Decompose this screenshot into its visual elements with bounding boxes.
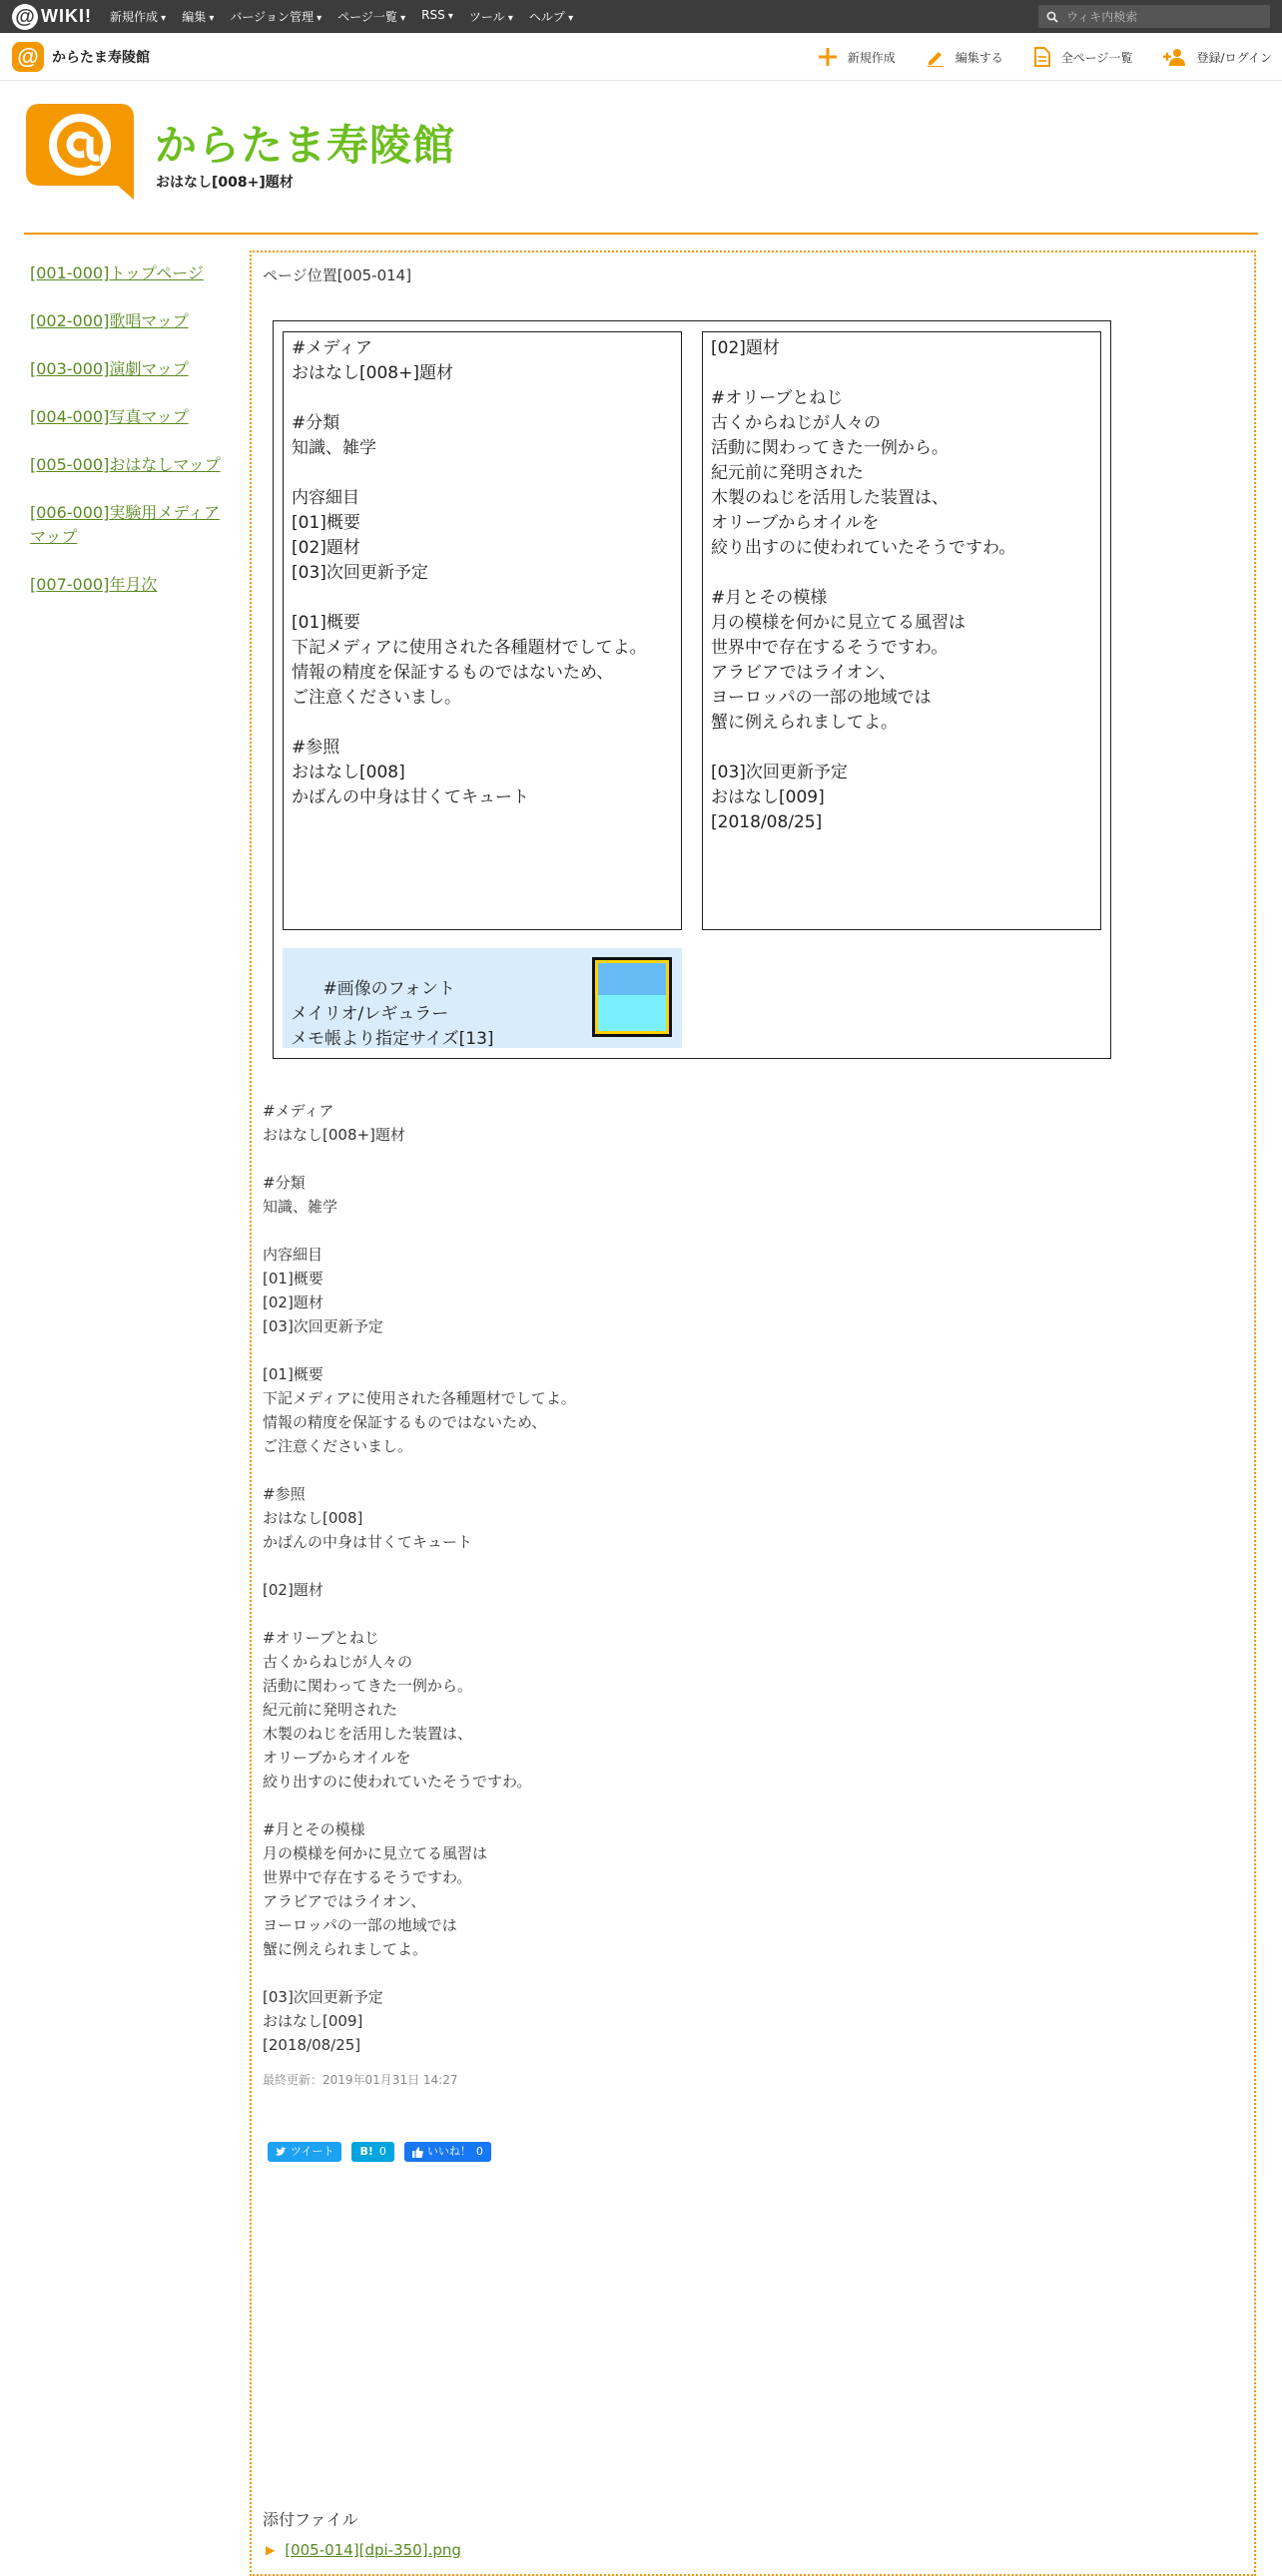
site-icon[interactable]: @	[12, 42, 44, 72]
new-page-button[interactable]	[818, 47, 896, 67]
atwiki-logo[interactable]	[12, 4, 92, 30]
triangle-right-icon: ▶	[266, 2543, 276, 2557]
search-input[interactable]	[1064, 9, 1254, 25]
document-icon	[1033, 47, 1051, 67]
top-menu	[110, 8, 589, 25]
sidebar-item-yearmonth[interactable]: [007-000]年月次	[30, 575, 158, 594]
logo-text: WIKI!	[41, 6, 92, 26]
menu-help[interactable]: ヘルプ ▾	[529, 8, 573, 25]
page-subtitle: おはなし[008+]題材	[156, 175, 294, 191]
hatena-count: 0	[378, 2145, 386, 2158]
menu-new[interactable]: 新規作成 ▾	[110, 8, 166, 25]
sidebar	[30, 261, 230, 621]
sidebar-item-story-map[interactable]: [005-000]おはなしマップ	[30, 455, 221, 474]
body-text: #メディア おはなし[008+]題材 #分類 知識、雑学 内容細目 [01]概要 [02]題材 [03]次回更新予定 [01]概要 下記メディアに使用された各種題材でしてよ。 情報の精度を保証するものではないため、 ご注意くださいまし。 #参照 おはなし[008] かばんの中身は甘くてキュート [02]題材 #オリーブとねじ 古くからねじが人々の 活動に関わってきた一例から。 紀元前に発明された 木製のねじを活用した装置は、 オリーブからオイルを 絞り出すのに使われていたそうですわ。 #月とその模様 月の模様を何かに見立てる風習は 世界中で存在するそうですわ。 アラビアではライオン、 ヨーロッパの一部の地域では 蟹に例えられましてよ。 [03]次回更新予定 おはなし[009] [2018/08/25]	[263, 1102, 576, 2054]
like-count: 0	[475, 2145, 483, 2158]
edit-button[interactable]	[926, 47, 1003, 67]
page-title[interactable]: からたま寿陵館	[155, 121, 456, 170]
sidebar-item-media-map[interactable]: [006-000]実験用メディアマップ	[30, 503, 221, 546]
site-bar	[0, 33, 1282, 81]
menu-pages[interactable]: ページ一覧 ▾	[337, 8, 405, 25]
panel-topics: [02]題材 #オリーブとねじ 古くからねじが人々の 活動に関わってきた一例から。 紀元前に発明された 木製のねじを活用した装置は、 オリーブからオイルを 絞り出すのに使われていたそうですわ。 #月とその模様 月の模様を何かに見立てる風習は 世界中で存在するそうですわ。 アラビアではライオン、 ヨーロッパの一部の地域では 蟹に例えられましてよ。 [03]次回更新予定 おはなし[009] [2018/08/25]	[702, 331, 1101, 930]
site-actions	[788, 33, 1272, 81]
attachment-link[interactable]: [005-014][dpi-350].png	[285, 2541, 461, 2559]
menu-edit[interactable]: 編集 ▾	[182, 8, 214, 25]
tweet-label: ツイート	[291, 2145, 334, 2158]
at-icon: @	[12, 4, 38, 30]
menu-version[interactable]: バージョン管理 ▾	[230, 8, 321, 25]
share-buttons	[268, 2142, 501, 2162]
hatena-icon: B!	[359, 2145, 373, 2158]
plus-icon	[818, 47, 838, 67]
twitter-icon	[276, 2147, 287, 2157]
attachments-title: 添付ファイル	[263, 2510, 358, 2529]
sidebar-item-top[interactable]: [001-000]トップページ	[30, 263, 204, 282]
panel-overview: #メディア おはなし[008+]題材 #分類 知識、雑学 内容細目 [01]概要 [02]題材 [03]次回更新予定 [01]概要 下記メディアに使用された各種題材でしてよ。 情報の精度を保証するものではないため、 ご注意くださいまし。 #参照 おはなし[008] かばんの中身は甘くてキュート	[283, 331, 682, 930]
menu-rss[interactable]: RSS ▾	[421, 8, 453, 25]
tweet-button[interactable]	[268, 2142, 341, 2162]
add-user-icon	[1163, 48, 1187, 66]
main-content	[250, 251, 1256, 2576]
all-pages-button[interactable]	[1033, 47, 1133, 67]
site-logo-icon[interactable]	[26, 104, 134, 200]
login-button[interactable]	[1163, 48, 1272, 66]
facebook-like-button[interactable]	[404, 2142, 491, 2162]
hatena-bookmark-button[interactable]	[351, 2142, 393, 2162]
thumbs-up-icon	[412, 2147, 423, 2158]
font-note	[283, 948, 682, 1048]
new-page-label: 新規作成	[847, 50, 896, 65]
wiki-search[interactable]	[1038, 5, 1270, 28]
sidebar-item-song-map[interactable]: [002-000]歌唱マップ	[30, 311, 189, 330]
menu-tools[interactable]: ツール ▾	[469, 8, 513, 25]
search-icon	[1046, 11, 1058, 23]
color-swatch	[592, 957, 672, 1037]
page-position: ページ位置[005-014]	[263, 266, 412, 284]
all-pages-label: 全ページ一覧	[1060, 50, 1133, 65]
font-note-text: #画像のフォント メイリオ/レギュラー メモ帳より指定サイズ[13]	[291, 979, 494, 1049]
top-navbar	[0, 0, 1282, 33]
sidebar-item-photo-map[interactable]: [004-000]写真マップ	[30, 407, 189, 426]
pencil-icon	[926, 47, 946, 67]
header-divider	[24, 233, 1258, 235]
sidebar-item-drama-map[interactable]: [003-000]演劇マップ	[30, 359, 189, 378]
site-name[interactable]: からたま寿陵館	[52, 49, 150, 66]
attachment-item	[266, 2541, 461, 2559]
last-updated: 最終更新：2019年01月31日 14:27	[263, 2073, 458, 2087]
login-label: 登録/ログイン	[1196, 50, 1272, 65]
like-label: いいね！	[426, 2145, 471, 2158]
content-image	[273, 320, 1111, 1059]
edit-label: 編集する	[955, 50, 1003, 65]
swatch-ring	[595, 960, 669, 1034]
